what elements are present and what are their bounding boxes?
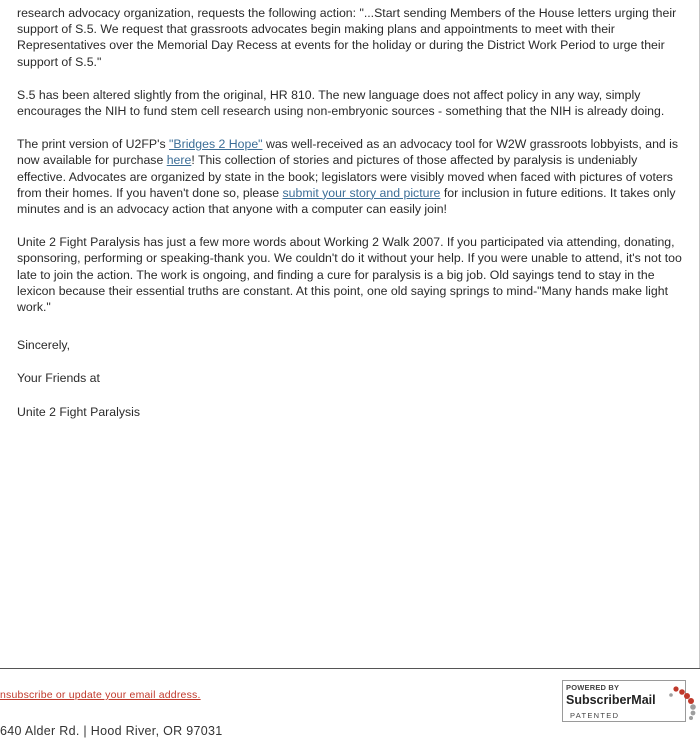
- badge-powered-by: POWERED BY: [566, 683, 620, 692]
- badge-brand: SubscriberMail: [566, 693, 656, 707]
- text-segment: for inclusion in future editions. It takes only minutes and is an advocacy action that anyone with a computer can easily join!: [17, 185, 676, 217]
- subscribermail-badge[interactable]: [562, 680, 696, 722]
- closing-text: Sincerely,: [17, 338, 71, 353]
- unsubscribe-link[interactable]: nsubscribe or update your email address.: [0, 689, 201, 701]
- paragraph-bridges-2-hope: [17, 136, 683, 217]
- text-segment: ! This collection of stories and pictures of those affected by paralysis is undeniably effective. Advocates are organized by state in the book; legislators were visibly moved when faced with pictures of voters from their homes. If you haven't done so, please: [17, 153, 673, 200]
- purchase-here-link[interactable]: here: [166, 153, 192, 168]
- bridges-2-hope-link[interactable]: "Bridges 2 Hope": [169, 137, 263, 152]
- mailing-address: 640 Alder Rd. | Hood River, OR 97031: [0, 724, 223, 738]
- submit-story-link[interactable]: submit your story and picture: [282, 185, 441, 200]
- signoff-line-2: Unite 2 Fight Paralysis: [17, 404, 141, 419]
- email-content: [17, 5, 683, 437]
- footer-divider: [0, 668, 700, 669]
- paragraph-s5-language: S.5 has been altered slightly from the original, HR 810. The new language does not affect policy in any way, simply encourages the NIH to fund stem cell research using non-embryonic sources - something that the NIH is already doing.: [17, 87, 665, 119]
- subscribermail-logo-icon: [662, 680, 698, 722]
- paragraph-working-2-walk: Unite 2 Fight Paralysis has just a few more words about Working 2 Walk 2007. If you participated via attending, donating, sponsoring, performing or speaking-thank you. We couldn't do it without your help. If you were unable to attend, it's not too late to join the action. The work is ongoing, and finding a cure for paralysis is a big job. Old sayings tend to stay in the lexicon because their essential truths are constant. At this point, one old saying springs to mind-"Many hands make light work.": [17, 235, 682, 315]
- badge-patented: PATENTED: [570, 711, 620, 720]
- text-segment: The print version of U2FP's: [17, 137, 170, 152]
- paragraph-advocacy-request: research advocacy organization, requests the following action: "...Start sending Members of the House letters urging their support of S.5. We request that grassroots advocates begin making plans and appointments to meet with their Representatives over the Memorial Day Recess at events for the holiday or during the District Work Period to urge their support of S.5.": [17, 6, 677, 69]
- signoff-line-1: Your Friends at: [17, 371, 100, 386]
- text-segment: was well-received as an advocacy tool for W2W grassroots lobbyists, and is now available for purchase: [17, 137, 679, 168]
